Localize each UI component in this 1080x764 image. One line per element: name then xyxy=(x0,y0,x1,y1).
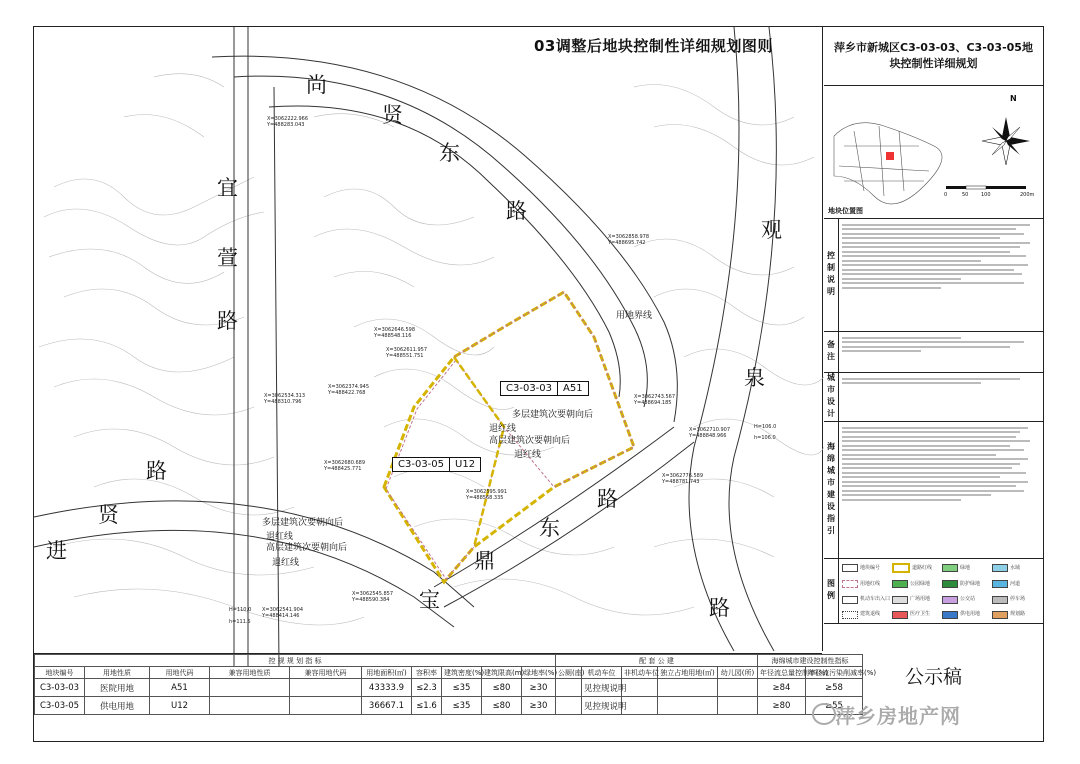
table-cell: ≤80 xyxy=(482,697,522,715)
col-header: 幼儿园(所) xyxy=(718,667,758,679)
col-header: 非机动车位 xyxy=(622,667,658,679)
table-cell xyxy=(556,697,582,715)
public-notice-stamp: 公示稿 xyxy=(904,665,962,688)
section-urban-design-title: 城市设计 xyxy=(824,373,839,421)
road-label-jinxian-3: 路 xyxy=(146,459,167,483)
elev-right-h: H=106.0 xyxy=(754,424,777,430)
road-label-shangxian-1: 尚 xyxy=(306,73,327,97)
scale-0: 0 xyxy=(944,192,948,198)
coord-5: X=3062374.945 Y=488422.768 xyxy=(328,384,370,396)
legend-item: 公交站 xyxy=(942,594,990,606)
section-control-notes-body xyxy=(839,219,1043,331)
section-control-notes xyxy=(824,219,1043,332)
table-cell xyxy=(210,679,290,697)
location-map-graphic xyxy=(824,86,1043,218)
road-label-jinxian-2: 贤 xyxy=(98,503,119,527)
setback-a51-1: 多层建筑次要朝向后 xyxy=(512,410,594,420)
road-label-baoding-1: 宝 xyxy=(419,588,440,612)
planning-map xyxy=(34,27,823,651)
elev-left-hh: h=111.5 xyxy=(229,619,251,625)
road-label-guanquan-2: 泉 xyxy=(744,366,765,390)
table-cell: 43333.9 xyxy=(362,679,412,697)
legend-item: 公园绿地 xyxy=(892,578,940,590)
map-canvas xyxy=(34,27,822,651)
road-label-shangxian-2: 贤 xyxy=(382,103,403,127)
section-urban-design-body xyxy=(839,373,1043,421)
wechat-icon xyxy=(812,703,836,725)
section-remarks xyxy=(824,332,1043,373)
table-cell xyxy=(658,679,718,697)
location-caption: 地块位置图 xyxy=(828,207,863,215)
group-header-sponge: 海绵城市建设控制性指标 xyxy=(758,655,863,667)
plot-a51-code: C3-03-03 xyxy=(506,383,553,394)
col-header: 兼容用地代码 xyxy=(290,667,362,679)
coord-10: X=3062595.991 Y=488568.335 xyxy=(466,489,508,501)
coord-12: X=3062545.857 Y=488590.384 xyxy=(352,591,394,603)
table-cell: 供电用地 xyxy=(85,697,150,715)
section-urban-design xyxy=(824,373,1043,422)
table-cell: ≤80 xyxy=(482,679,522,697)
col-header: 建筑密度(%) xyxy=(442,667,482,679)
table-cell: ≥55 xyxy=(806,697,863,715)
road-label-jinxian-1: 进 xyxy=(46,539,67,563)
table-cell: ≤35 xyxy=(442,697,482,715)
table-cell: C3-03-03 xyxy=(35,679,85,697)
group-header-facilities: 配 套 公 建 xyxy=(556,655,758,667)
table-cell: 医院用地 xyxy=(85,679,150,697)
indicator-table xyxy=(34,653,877,742)
table-cell: ≤2.3 xyxy=(412,679,442,697)
col-header: 建筑限高(m) xyxy=(482,667,522,679)
road-guanquan xyxy=(689,27,776,651)
road-label-guanquan-3: 路 xyxy=(709,596,730,620)
col-header: 用地性质 xyxy=(85,667,150,679)
map-title: 03调整后地块控制性详细规划图则 xyxy=(534,37,773,55)
section-legend-title: 图例 xyxy=(824,559,839,623)
setback-u12-3: 高层建筑次要朝向后 xyxy=(266,543,348,553)
plot-u12-box[interactable] xyxy=(392,457,481,472)
coord-2: X=3062858.978 Y=488695.742 xyxy=(608,234,650,246)
coord-7: X=3062680.689 Y=488425.771 xyxy=(324,460,366,472)
table-cell xyxy=(290,697,362,715)
table-cell: U12 xyxy=(150,697,210,715)
section-sponge-city-title: 海绵城市建设指引 xyxy=(824,422,839,558)
scale-200: 200m xyxy=(1020,192,1035,198)
road-label-guanquan-1: 观 xyxy=(761,218,782,242)
table-group-header xyxy=(35,655,863,667)
plot-u12-code: C3-03-05 xyxy=(398,459,445,470)
legend-item: 停车场 xyxy=(992,594,1040,606)
coord-13: X=3062541.904 Y=488414.146 xyxy=(262,607,304,619)
legend-item: 广场用地 xyxy=(892,594,940,606)
section-sponge-city xyxy=(824,422,1043,559)
coord-6: X=3062534.313 Y=488310.796 xyxy=(264,393,306,405)
legend-grid xyxy=(839,559,1043,623)
project-title: 萍乡市新城区C3-03-03、C3-03-05地块控制性详细规划 xyxy=(824,27,1043,86)
section-legend xyxy=(824,559,1043,624)
legend-item: 规划路 xyxy=(992,609,1040,621)
table-cell: ≥80 xyxy=(758,697,806,715)
road-label-baoding-4: 路 xyxy=(597,487,618,511)
road-label-yixuan-3: 路 xyxy=(217,309,238,333)
table-cell: ≥58 xyxy=(806,679,863,697)
table-cell: ≤1.6 xyxy=(412,697,442,715)
table-cell xyxy=(718,697,758,715)
table-header-row xyxy=(35,667,863,679)
table-cell: C3-03-05 xyxy=(35,697,85,715)
section-remarks-title: 备注 xyxy=(824,332,839,372)
road-label-baoding-2: 鼎 xyxy=(474,549,495,573)
legend-item: 地块编号 xyxy=(842,561,890,575)
road-label-yixuan-2: 萱 xyxy=(217,246,238,270)
table-row xyxy=(35,697,863,715)
coord-11: X=3062776.589 Y=488781.743 xyxy=(662,473,704,485)
legend-item: 河道 xyxy=(992,578,1040,590)
coord-8: X=3062710.907 Y=488848.966 xyxy=(689,427,731,439)
road-label-yixuan-1: 宜 xyxy=(217,176,238,200)
setback-a51-3: 高层建筑次要朝向后 xyxy=(489,436,571,446)
table-cell: 36667.1 xyxy=(362,697,412,715)
drawing-sheet xyxy=(33,26,1044,742)
setback-a51-2: 退红线 xyxy=(489,424,517,434)
coord-3: X=3062646.598 Y=488548.116 xyxy=(374,327,416,339)
table-cell xyxy=(210,697,290,715)
table-cell: ≥30 xyxy=(522,679,556,697)
col-header: 用地代码 xyxy=(150,667,210,679)
table-cell: A51 xyxy=(150,679,210,697)
scale-50: 50 xyxy=(962,192,969,198)
table-cell xyxy=(718,679,758,697)
table-cell: ≤35 xyxy=(442,679,482,697)
location-marker xyxy=(886,152,894,160)
setback-u12-4: 退红线 xyxy=(272,558,300,568)
setback-u12-2: 退红线 xyxy=(266,532,294,542)
col-header: 地块编号 xyxy=(35,667,85,679)
location-map xyxy=(824,86,1043,219)
elev-right-hh: h=106.0 xyxy=(754,435,776,441)
indicator-table-grid xyxy=(34,654,877,715)
col-header: 机动车位 xyxy=(582,667,622,679)
col-header: 兼容用地性质 xyxy=(210,667,290,679)
table-row xyxy=(35,679,863,697)
legend-item: 防护绿地 xyxy=(942,578,990,590)
col-header: 年径流总量控制率(%) xyxy=(758,667,806,679)
section-remarks-body xyxy=(839,332,1043,372)
scale-100: 100 xyxy=(981,192,991,198)
legend-item: 供电用地 xyxy=(942,609,990,621)
setback-u12-1: 多层建筑次要朝向后 xyxy=(262,518,344,528)
section-sponge-city-body xyxy=(839,422,1043,558)
table-cell: ≥84 xyxy=(758,679,806,697)
legend-item: 机动车出入口 xyxy=(842,594,890,606)
section-control-notes-title: 控制说明 xyxy=(824,219,839,331)
table-cell xyxy=(290,679,362,697)
plot-a51-use: A51 xyxy=(557,382,588,395)
legend-item: 道路红线 xyxy=(892,561,940,575)
plot-a51-box[interactable] xyxy=(500,381,589,396)
right-panel xyxy=(824,27,1043,741)
legend-item: 水域 xyxy=(992,561,1040,575)
legend-item: 用地红线 xyxy=(842,578,890,590)
table-cell: 见控规说明 xyxy=(582,697,622,715)
table-cell xyxy=(658,697,718,715)
legend-item: 医疗卫生 xyxy=(892,609,940,621)
plot-u12-use: U12 xyxy=(449,458,480,471)
road-label-shangxian-4: 路 xyxy=(506,199,527,223)
scale-bar xyxy=(946,186,1026,189)
col-header: 容积率 xyxy=(412,667,442,679)
legend-item: 绿地 xyxy=(942,561,990,575)
watermark: 萍乡房地产网 xyxy=(835,704,961,728)
legend-item: 建筑退线 xyxy=(842,609,890,621)
compass-north: N xyxy=(1010,94,1017,103)
col-header: 年径流污染削减率(%) xyxy=(806,667,863,679)
col-header: 绿地率(%) xyxy=(522,667,556,679)
coord-1: X=3062222.966 Y=488283.043 xyxy=(267,116,309,128)
col-header: 用地面积(㎡) xyxy=(362,667,412,679)
boundary-label: 用地界线 xyxy=(616,311,653,321)
setback-a51-4: 退红线 xyxy=(514,450,542,460)
coord-4: X=3062611.957 Y=488551.751 xyxy=(386,347,428,359)
table-cell: ≥30 xyxy=(522,697,556,715)
elev-left-h: H=110.0 xyxy=(229,607,252,613)
road-label-shangxian-3: 东 xyxy=(439,141,460,165)
contour-lines xyxy=(39,74,824,625)
table-cell: 见控规说明 xyxy=(582,679,622,697)
coord-9: X=3062743.567 Y=488694.185 xyxy=(634,394,676,406)
group-header-control: 控 规 规 划 指 标 xyxy=(35,655,556,667)
col-header: 独立占地用地(㎡) xyxy=(658,667,718,679)
road-label-baoding-3: 东 xyxy=(539,516,560,540)
col-header: 公厕(座) xyxy=(556,667,582,679)
compass xyxy=(982,117,1030,165)
table-cell xyxy=(556,679,582,697)
